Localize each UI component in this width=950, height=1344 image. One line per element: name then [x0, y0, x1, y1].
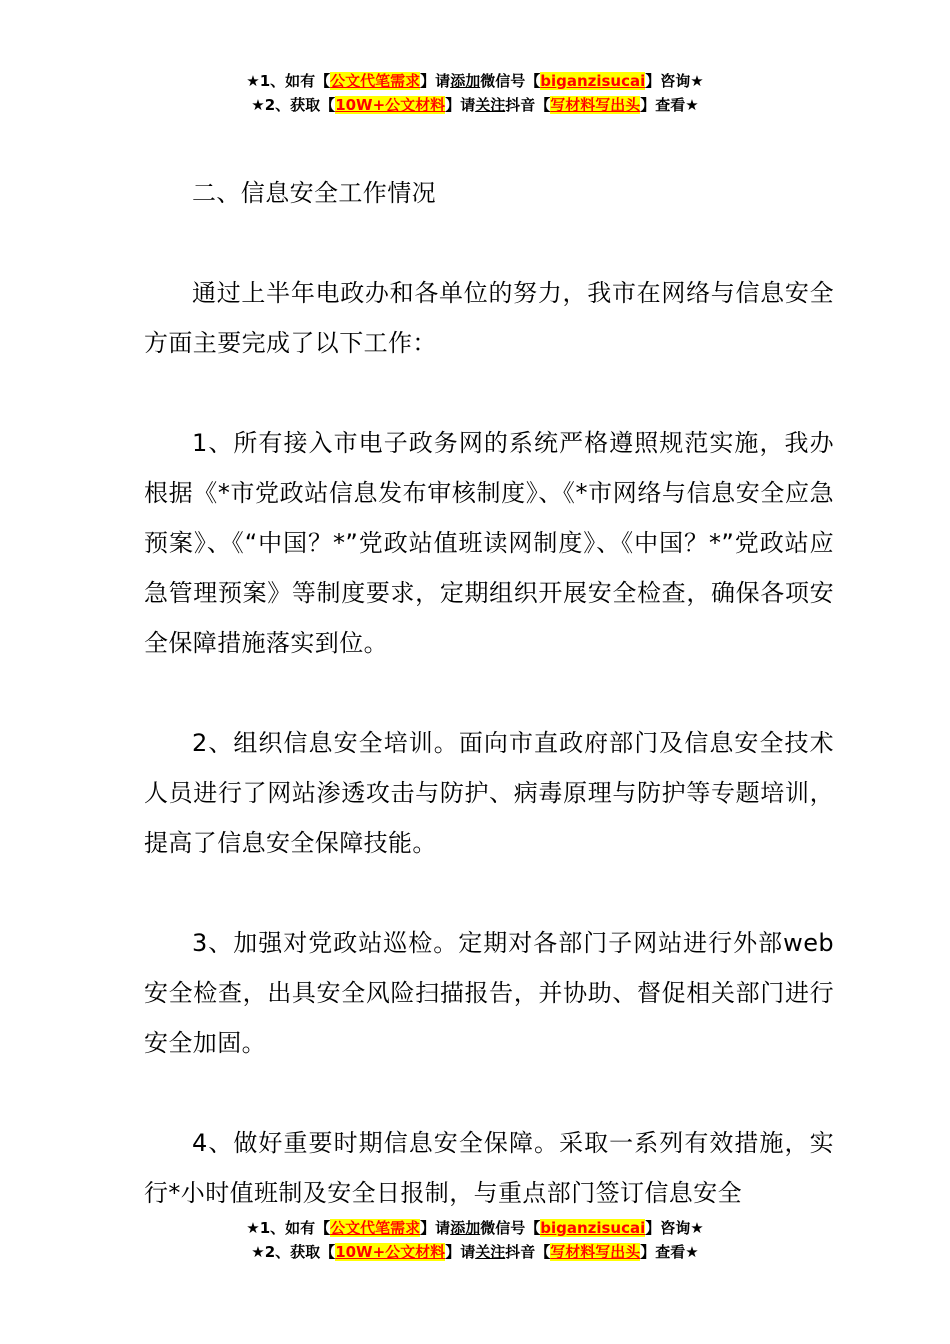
work-item-3: 3、加强对党政站巡检。定期对各部门子网站进行外部web安全检查，出具安全风险扫描报告，并协助、督促相关部门进行安全加固。	[144, 929, 834, 1057]
banner-line-1	[0, 1216, 950, 1240]
banner-text: 】查看★	[640, 1243, 699, 1261]
banner-text: ★2、获取【	[251, 1243, 336, 1261]
banner-text: 抖音【	[505, 1243, 551, 1261]
section-heading: 二、信息安全工作情况	[192, 179, 436, 207]
banner-underline: 添加	[450, 1219, 481, 1237]
banner-text: 】请	[445, 1243, 476, 1261]
banner-text: 微信号【	[480, 72, 541, 90]
footer-banner	[0, 1216, 950, 1264]
banner-text: 微信号【	[480, 1219, 541, 1237]
banner-highlight: biganzisucai	[540, 72, 646, 90]
banner-text: 】请	[420, 72, 451, 90]
banner-line-2	[0, 1240, 950, 1264]
work-item-2: 2、组织信息安全培训。面向市直政府部门及信息安全技术人员进行了网站渗透攻击与防护、病毒原理与防护等专题培训，提高了信息安全保障技能。	[144, 729, 834, 857]
banner-line-2	[0, 93, 950, 117]
banner-text: ★1、如有【	[246, 1219, 331, 1237]
banner-text: 】咨询★	[645, 1219, 704, 1237]
banner-underline: 关注	[475, 96, 506, 114]
banner-text: 】查看★	[640, 96, 699, 114]
document-body	[144, 168, 834, 1268]
banner-highlight: 10W+公文材料	[335, 96, 446, 114]
banner-text: 】咨询★	[645, 72, 704, 90]
banner-highlight: 写材料写出头	[550, 96, 641, 114]
banner-underline: 关注	[475, 1243, 506, 1261]
banner-text: 】请	[445, 96, 476, 114]
banner-highlight: 公文代笔需求	[330, 1219, 421, 1237]
banner-text: ★2、获取【	[251, 96, 336, 114]
banner-line-1	[0, 69, 950, 93]
banner-highlight: 10W+公文材料	[335, 1243, 446, 1261]
banner-text: 抖音【	[505, 96, 551, 114]
banner-highlight: 写材料写出头	[550, 1243, 641, 1261]
intro-paragraph: 通过上半年电政办和各单位的努力，我市在网络与信息安全方面主要完成了以下工作：	[144, 279, 834, 357]
banner-highlight: 公文代笔需求	[330, 72, 421, 90]
banner-text: 】请	[420, 1219, 451, 1237]
work-item-4: 4、做好重要时期信息安全保障。采取一系列有效措施，实行*小时值班制及安全日报制，与重点部门签订信息安全	[144, 1129, 834, 1207]
header-banner	[0, 69, 950, 117]
banner-text: ★1、如有【	[246, 72, 331, 90]
banner-highlight: biganzisucai	[540, 1219, 646, 1237]
banner-underline: 添加	[450, 72, 481, 90]
work-item-1: 1、所有接入市电子政务网的系统严格遵照规范实施，我办根据《*市党政站信息发布审核制度》、《*市网络与信息安全应急预案》、《“中国？*”党政站值班读网制度》、《中国？*”党政站应急管理预案》等制度要求，定期组织开展安全检查，确保各项安全保障措施落实到位。	[144, 429, 834, 657]
